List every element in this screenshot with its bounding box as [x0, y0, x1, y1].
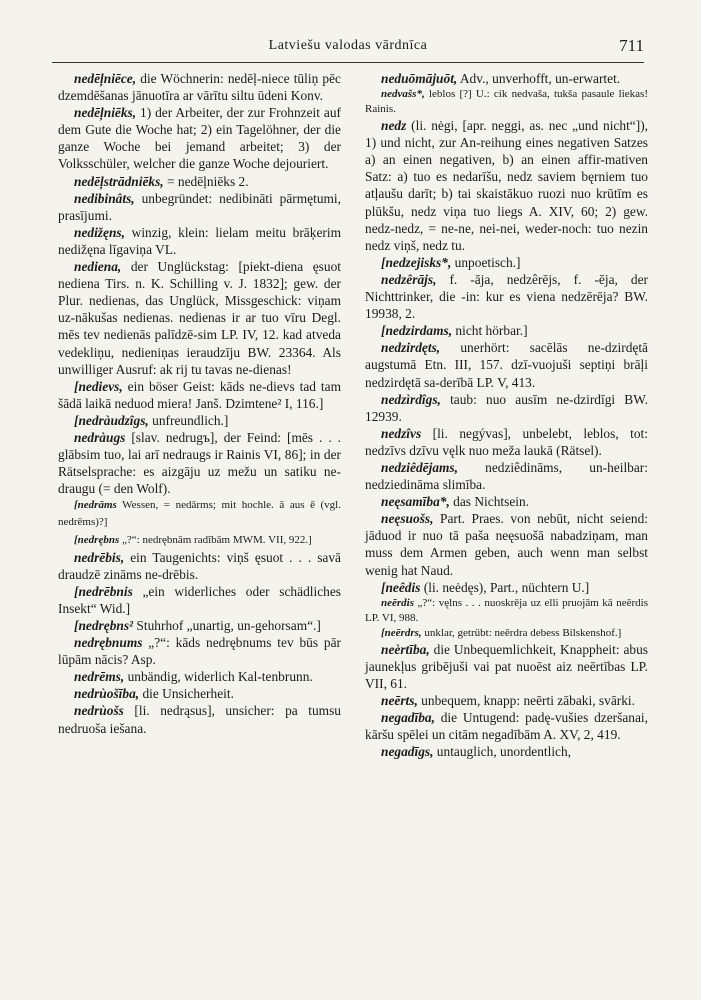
- entry-definition: Part. Praes. von nebūt, nicht seiend: jāduod ir nuo tā paša neęsuošā nabadziņam, man muss dem Armen geben, auch wenn man selbst wenig hat Naud.: [365, 511, 648, 578]
- dictionary-entry: [365, 117, 648, 254]
- entry-headword: nedzirdęts,: [381, 340, 441, 356]
- entry-definition: „ein widerliches oder schädliches Insekt“ Wid.]: [58, 583, 341, 616]
- entry-headword: neērdis: [381, 596, 414, 609]
- entry-definition: das Nichtsein.: [449, 494, 530, 510]
- entry-definition: Adv., unverhofft, un-erwartet.: [457, 71, 621, 86]
- entry-definition: nedziêdināms, un-heilbar: nedziedināma slimība.: [365, 459, 648, 493]
- dictionary-entry: [58, 258, 341, 378]
- dictionary-entry: [58, 104, 341, 172]
- dictionary-entry: [365, 391, 648, 425]
- dictionary-entry: [58, 190, 341, 224]
- entry-definition: unpoetisch.]: [451, 254, 521, 270]
- entry-headword: nedràugs: [74, 429, 126, 445]
- entry-definition: = nedēļniēks 2.: [163, 173, 249, 189]
- entry-headword: nedzìrdîgs,: [381, 391, 441, 407]
- entry-headword: nedrēbis,: [74, 549, 125, 565]
- dictionary-entry: [58, 634, 341, 668]
- entry-headword: [nedievs,: [74, 378, 123, 394]
- entry-headword: nedzêrājs,: [381, 271, 437, 287]
- entry-definition: die Wöchnerin: nedēļ-niece tūliņ pēc dzemdēšanas jānuotīra ar vārītu siltu ūdeni Konv.: [58, 71, 341, 104]
- entry-definition: „?“: kāds nedrębnums tev būs pār lūpām nācis? Asp.: [58, 635, 341, 668]
- entry-definition: der Unglückstag: [piekt-diena ęsuot nediena Tirs. n. K. Schilling v. J. 1832]; gew. der Plur. nedienas, das Unglück, Missgeschick: viņam uz-nākušas nedienas. nedienas ir ar tuo vīru Degl. mēs tev nedienās palīdzē-sim LP. IV, 12. kad atveda vedekliņu, nedieniņas ieraudzīju BW. 23364. Als unwilliger Ausruf: ak rij tu tavas ne-dienas!: [58, 259, 341, 377]
- entry-headword: negadīgs,: [381, 744, 434, 760]
- entry-definition: f. -āja, nedzêrējs, f. -ēja, der Nichttrinker, die -in: kur es viena nedzērēja? BW. 19938, 2.: [365, 271, 648, 322]
- entry-definition: (li. neėdęs), Part., nüchtern U.]: [420, 579, 590, 595]
- entry-definition: 1) der Arbeiter, der zur Frohnzeit auf dem Gute die Woche hat; 2) ein Tagelöhner, der die ganze Woche bei jemand arbeitet; 3) der Volksschüler, welcher die ganze Woche dejouriert.: [58, 105, 341, 172]
- entry-headword: nedrēms,: [74, 669, 125, 685]
- entry-definition: „?“: vęlns . . . nuoskrēja uz elli pruojām kā neērdis LP. VI, 988.: [365, 596, 648, 624]
- entry-definition: unerhört: sacēlās ne-dzirdętā augstumā Etn. III, 157. dzī-vuojuši septiņi brāļi nedzirdętā sa-derībā LP. V, 413.: [365, 340, 648, 390]
- dictionary-entry: [365, 322, 648, 339]
- entry-definition: „?“: nedrębnām radībām MWM. VII, 922.]: [119, 533, 312, 546]
- entry-definition: unbegründet: nedibināti pārmętumi, prasījumi.: [58, 190, 341, 223]
- dictionary-entry: [58, 702, 341, 736]
- dictionary-entry: [58, 224, 341, 258]
- dictionary-entry: [58, 70, 341, 104]
- entry-definition: nicht hörbar.]: [452, 323, 528, 339]
- entry-headword: nedrùošs: [74, 703, 124, 719]
- entry-headword: negadība,: [381, 710, 435, 726]
- dictionary-entry: [58, 685, 341, 702]
- dictionary-entry: [365, 641, 648, 692]
- running-title: Latviešu valodas vārdnīca: [268, 38, 428, 53]
- entry-headword: nedēļniēks,: [74, 105, 137, 121]
- dictionary-entry: [365, 87, 648, 117]
- page-header: [52, 32, 644, 63]
- entry-headword: neèrtība,: [381, 641, 430, 657]
- left-column: [58, 70, 341, 737]
- entry-headword: nedzîvs: [381, 425, 422, 441]
- entry-headword: nediena,: [74, 259, 122, 275]
- entry-definition: die Unsicherheit.: [139, 686, 234, 702]
- dictionary-entry: [365, 459, 648, 493]
- entry-headword: [nedrębns: [74, 533, 120, 546]
- dictionary-entry: [58, 617, 341, 634]
- dictionary-entry: [365, 579, 648, 596]
- dictionary-entry: [58, 378, 341, 412]
- entry-headword: nedz: [381, 118, 407, 134]
- dictionary-entry: [365, 493, 648, 510]
- entry-definition: winzig, klein: lielam meitu brāķerim nedižęna līgaviņa VL.: [58, 224, 341, 257]
- dictionary-entry: [58, 583, 341, 617]
- entry-headword: neęsuošs,: [381, 511, 434, 527]
- entry-headword: [nedrēbnis: [74, 583, 133, 599]
- entry-headword: neęsamība*,: [381, 494, 450, 510]
- entry-definition: [li. negývas], unbelebt, leblos, tot: nedzīvs dzīvu vęlk nuo meža laukā (Rätsel).: [365, 425, 648, 458]
- dictionary-entry: [58, 173, 341, 190]
- dictionary-entry: [365, 425, 648, 459]
- dictionary-entry: [58, 549, 341, 583]
- entry-definition: die Untugend: padę-vušies dzeršanai, kāršu spēlei un citām negadībām A. XV, 2, 419.: [365, 710, 648, 743]
- entry-definition: [li. nedrąsus], unsicher: pa tumsu nedruoša iešana.: [58, 703, 341, 736]
- entry-headword: [nedràudzîgs,: [74, 412, 149, 428]
- right-column: [365, 70, 648, 760]
- entry-headword: [neērdrs,: [381, 626, 422, 639]
- entry-definition: ein Taugenichts: viņš ęsuot . . . savā draudzē zināms ne-drēbis.: [58, 549, 341, 582]
- entry-headword: nedižęns,: [74, 224, 125, 240]
- entry-headword: nedziêdējams,: [381, 459, 458, 475]
- entry-definition: taub: nuo ausīm ne-dzirdīgi BW. 12939.: [365, 391, 648, 424]
- entry-headword: nedvašs*,: [381, 88, 425, 101]
- dictionary-entry: [365, 626, 648, 641]
- entry-definition: untauglich, unordentlich,: [433, 744, 572, 760]
- entry-definition: ein böser Geist: kāds ne-dievs tad tam šādā laikā neduod miera! Janš. Dzimtene² I, 116.]: [58, 378, 341, 411]
- entry-definition: [slav. nedrugъ], der Feind: [mēs . . . glābsim tuo, lai arī nedraugs ir Rainis VI, 86]; in der Rätselsprache: es aizgāju uz mežu un satiku ne-draugu (= den Wolf).: [58, 429, 341, 497]
- entry-headword: nedēļstrādniēks,: [74, 173, 164, 189]
- dictionary-entry: [365, 743, 648, 760]
- dictionary-entry: [58, 497, 341, 531]
- dictionary-entry: [58, 668, 341, 685]
- entry-definition: unklar, getrübt: neērdra debess Bilskenshof.]: [421, 626, 622, 639]
- entry-headword: nedibinâts,: [74, 190, 135, 206]
- entry-definition: Stuhrhof „unartig, un-gehorsam“.]: [133, 618, 321, 633]
- entry-definition: unbequem, knapp: neērti zābaki, svārki.: [417, 693, 635, 708]
- dictionary-entry: [365, 510, 648, 578]
- entry-definition: leblos [?] U.: cik nedvaša, tukša pasaule liekas! Rainis.: [365, 88, 648, 116]
- entry-headword: [nedrębns²: [74, 618, 134, 633]
- dictionary-entry: [365, 254, 648, 271]
- entry-headword: [neêdis: [381, 579, 421, 595]
- dictionary-entry: [365, 70, 648, 87]
- dictionary-entry: [365, 271, 648, 322]
- dictionary-entry: [58, 412, 341, 429]
- entry-headword: [nedzirdams,: [381, 323, 453, 339]
- dictionary-entry: [58, 429, 341, 497]
- entry-headword: [nedzejisks*,: [381, 254, 452, 270]
- entry-headword: neērts,: [381, 693, 418, 708]
- dictionary-entry: [58, 532, 341, 549]
- entry-headword: [nedrāms: [74, 499, 117, 512]
- entry-headword: neduōmājuōt,: [381, 71, 458, 86]
- entry-headword: nedrębnums: [74, 635, 143, 651]
- entry-definition: Wessen, = nedārms; mit hochle. ā aus ē (vgl. nedrēms)?]: [58, 499, 341, 529]
- page-number: 711: [619, 36, 644, 55]
- dictionary-entry: [365, 339, 648, 390]
- dictionary-entry: [365, 596, 648, 626]
- entry-headword: nedēļniēce,: [74, 71, 137, 86]
- entry-definition: die Unbequemlichkeit, Knappheit: abus jaunekļus gribējuši vai pat nuoēst aiz neērtības LP. VII, 61.: [365, 641, 648, 691]
- entry-headword: nedrùošība,: [74, 686, 140, 702]
- dictionary-entry: [365, 692, 648, 709]
- entry-definition: unbändig, widerlich Kal-tenbrunn.: [124, 669, 313, 685]
- entry-definition: (li. nėgi, [apr. neggi, as. nec „und nicht“]), 1) und nicht, zur An-reihung eines negativen Satzes a) an einen negativen, b) an einen affir-mativen Satz: a) tuo es nedarīšu, nedz saviem bęrniem tuo atļaušu darīt; b) tai skaistākuo ruozi nuo krūtīm es plūkšu, nedz viņa tuo liegs A. XIV, 60; 2) gew. nedz-nedz, = ne-ne, nei-nei, weder-noch: tuo nezin nedz viņš, nedz tu.: [365, 118, 648, 253]
- entry-definition: unfreundlich.]: [148, 412, 229, 428]
- dictionary-entry: [365, 709, 648, 743]
